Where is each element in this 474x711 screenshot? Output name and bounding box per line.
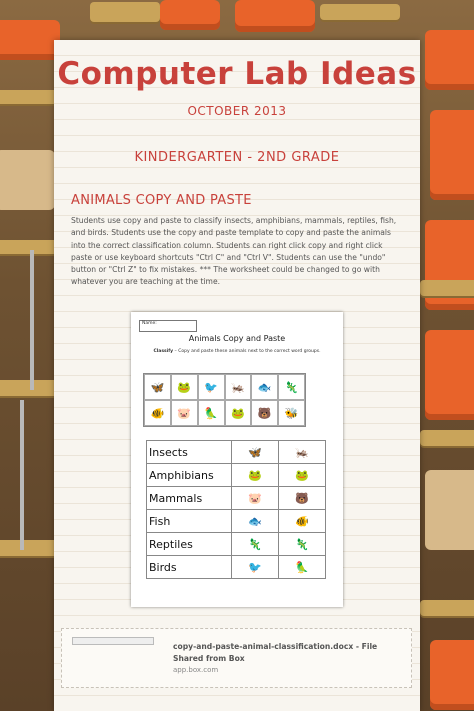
desk (90, 2, 160, 22)
animal-icon: 🐟 (251, 374, 278, 400)
page-date: OCTOBER 2013 (187, 104, 287, 118)
table-row (147, 464, 326, 487)
desk (420, 430, 474, 446)
animal-icon: 🐻 (279, 487, 326, 510)
animal-icon: 🦗 (279, 441, 326, 464)
worksheet-image[interactable] (131, 312, 343, 607)
animal-icon: 🦜 (279, 556, 326, 579)
animal-picture-grid (143, 373, 306, 427)
file-thumbnail (72, 637, 154, 645)
animal-icon: 🐝 (278, 400, 305, 426)
row-label: Birds (147, 556, 232, 579)
section-heading: ANIMALS COPY AND PASTE (71, 193, 252, 208)
worksheet-name-field: Name: (139, 320, 197, 332)
animal-icon: 🐷 (171, 400, 198, 426)
chair-leg (20, 400, 24, 550)
animal-icon: 🦗 (225, 374, 252, 400)
chair (160, 0, 220, 30)
table-row (147, 556, 326, 579)
chair-leg (30, 250, 34, 390)
attachment-url: app.box.com (173, 666, 219, 674)
animal-icon: 🦎 (278, 374, 305, 400)
chair (425, 30, 474, 90)
worksheet-instruction (131, 349, 343, 354)
desk (0, 90, 60, 104)
animal-icon: 🐟 (232, 510, 279, 533)
table-row (147, 441, 326, 464)
animal-icon: 🐠 (279, 510, 326, 533)
table-row (147, 533, 326, 556)
animal-icon: 🦎 (232, 533, 279, 556)
animal-icon: 🐻 (251, 400, 278, 426)
file-attachment-link[interactable] (61, 628, 412, 688)
animal-icon: 🦜 (198, 400, 225, 426)
animal-icon: 🐸 (279, 464, 326, 487)
animal-icon: 🐦 (232, 556, 279, 579)
animal-icon: 🦋 (144, 374, 171, 400)
chair (425, 220, 474, 310)
row-label: Insects (147, 441, 232, 464)
row-label: Reptiles (147, 533, 232, 556)
worksheet-title: Animals Copy and Paste (188, 334, 286, 343)
animal-icon: 🐸 (225, 400, 252, 426)
desk (420, 600, 474, 616)
animal-icon: 🐸 (232, 464, 279, 487)
chair (425, 330, 474, 420)
table-row (147, 487, 326, 510)
desk (420, 280, 474, 296)
chair (430, 640, 474, 710)
chair (425, 470, 474, 550)
animal-icon: 🦎 (279, 533, 326, 556)
instruction-bold: Classify (153, 349, 174, 354)
page-title: Computer Lab Ideas (57, 56, 417, 92)
section-description: Students use copy and paste to classify insects, amphibians, mammals, reptiles, fish, and birds. Students use the copy and paste template to copy and paste the animals into the correct classification column. Students can right click copy and right click paste or use keyboard shortcuts "Ctrl C" and "Ctrl V". Students can use the "undo" button or "Ctrl Z" to fix mistakes. *** The worksheet could be changed to go with whatever you are teaching at the time. (71, 216, 397, 287)
chair (430, 110, 474, 200)
animal-icon: 🐦 (198, 374, 225, 400)
animal-icon: 🐸 (171, 374, 198, 400)
row-label: Amphibians (147, 464, 232, 487)
smore-flyer-card (54, 40, 420, 711)
classification-table (146, 440, 326, 579)
desk (320, 4, 400, 20)
attachment-title[interactable]: copy-and-paste-animal-classification.docx - File Shared from Box (173, 642, 378, 663)
animal-icon: 🦋 (232, 441, 279, 464)
grade-heading: KINDERGARTEN - 2ND GRADE (134, 150, 340, 165)
chair (235, 0, 315, 32)
animal-icon: 🐠 (144, 400, 171, 426)
animal-icon: 🐷 (232, 487, 279, 510)
desk (0, 540, 60, 556)
chair (0, 150, 55, 210)
table-row (147, 510, 326, 533)
chair (0, 20, 60, 60)
row-label: Fish (147, 510, 232, 533)
instruction-text: – Copy and paste these animals next to the correct word groups. (173, 349, 321, 354)
row-label: Mammals (147, 487, 232, 510)
